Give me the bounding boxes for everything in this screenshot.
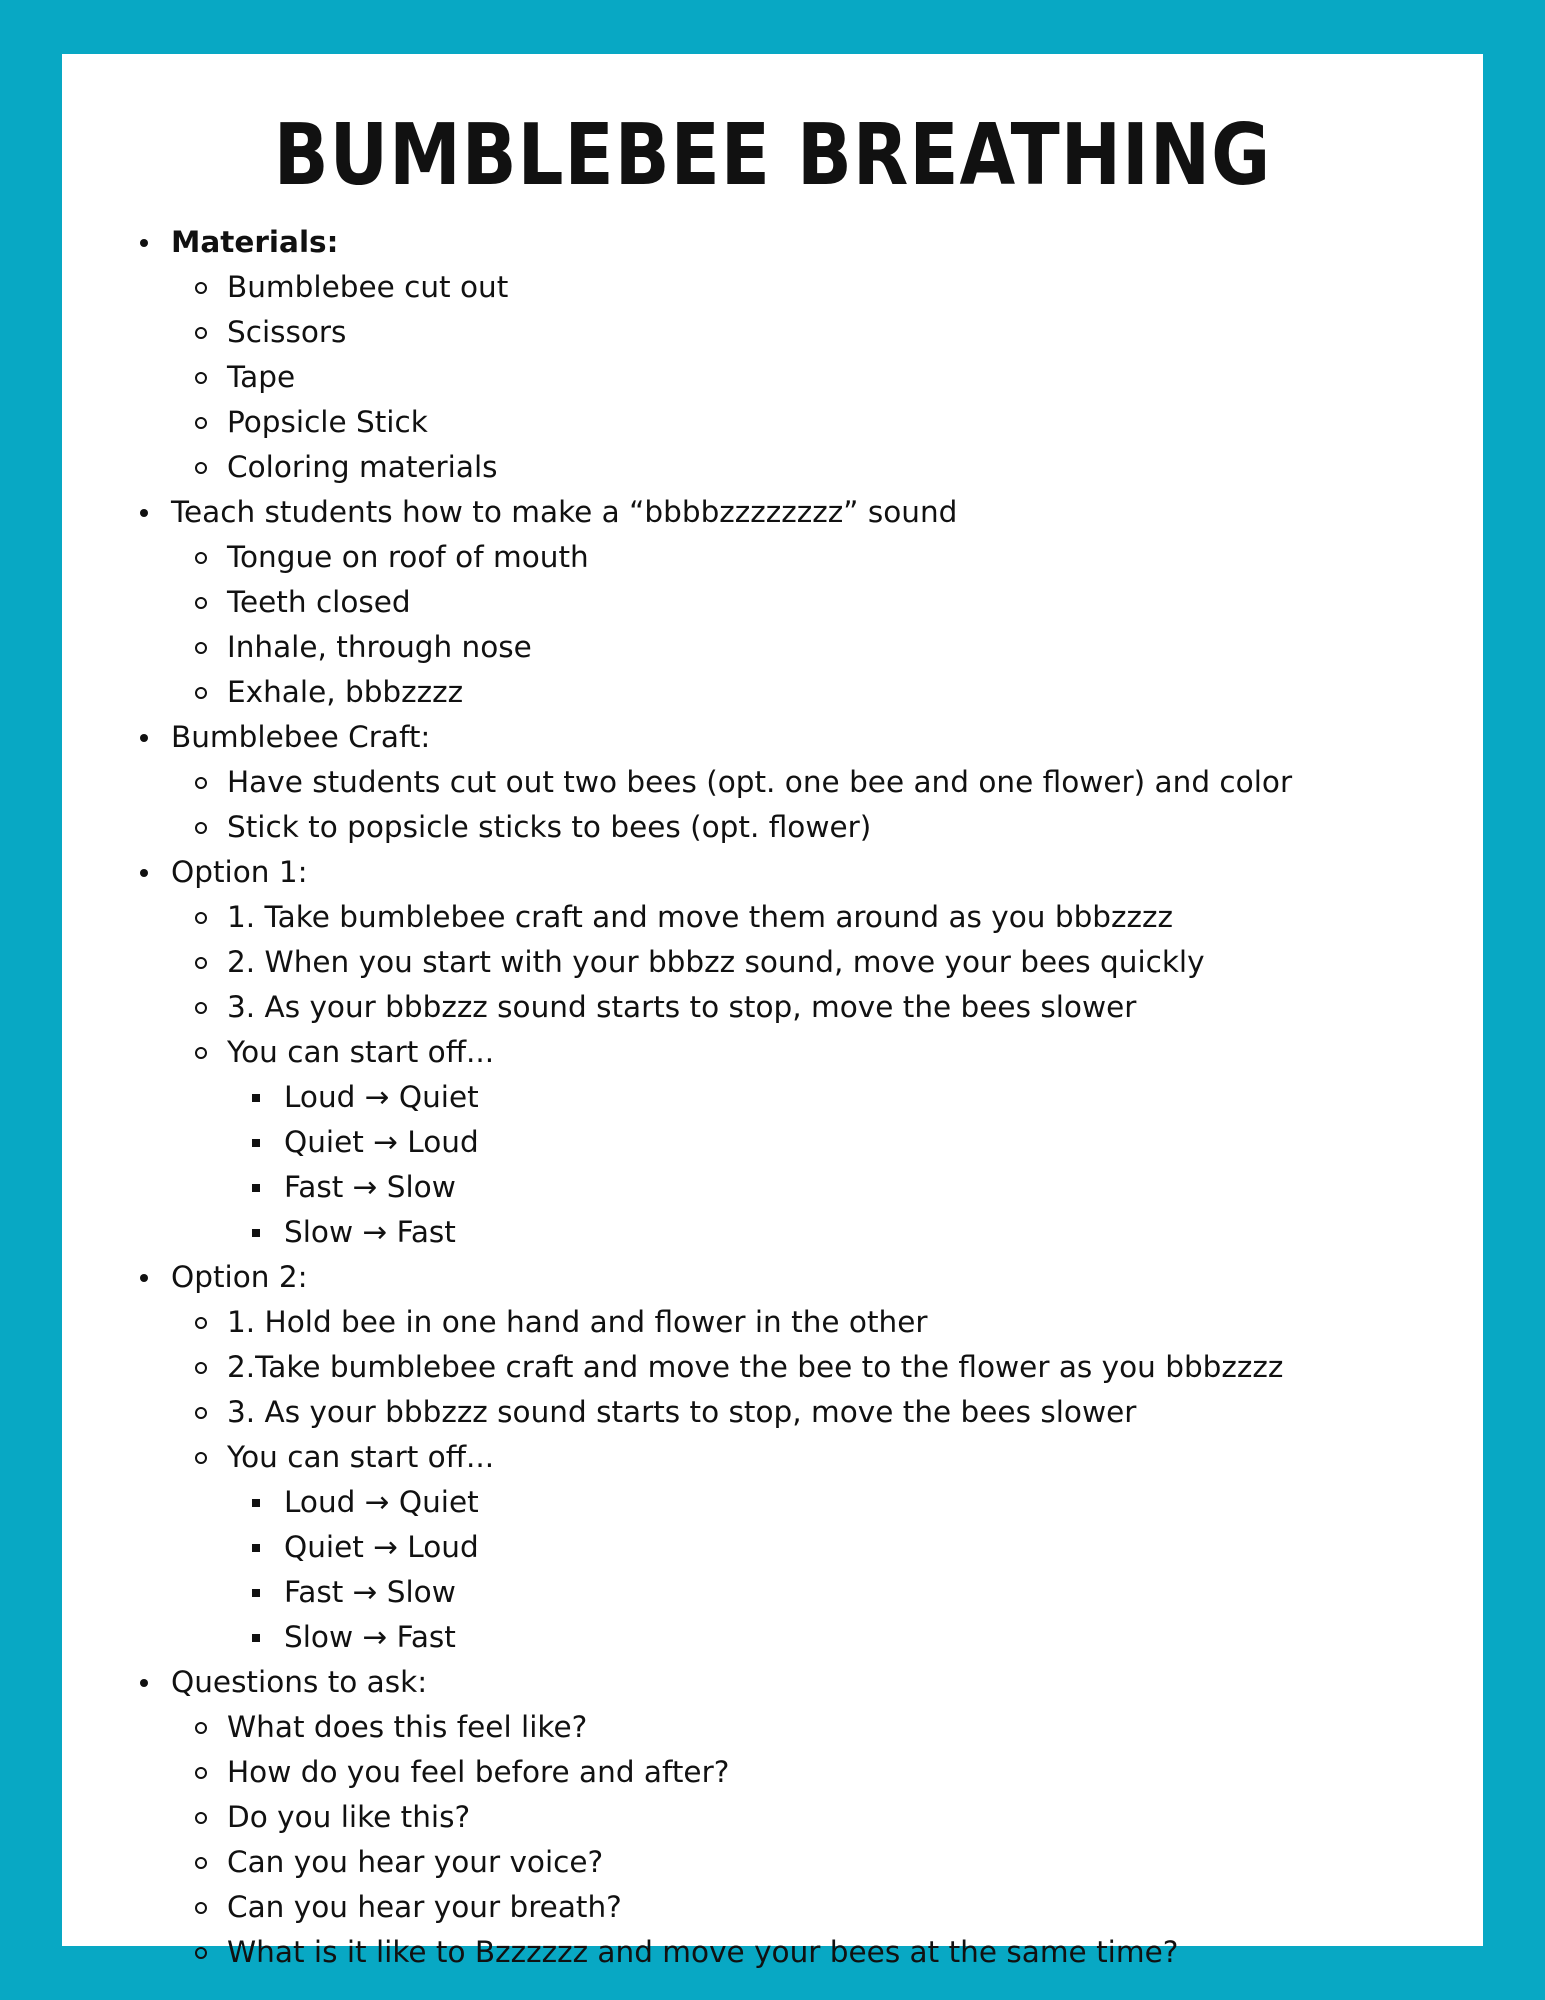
section-heading: Materials:: [171, 225, 339, 259]
list-item-text: 1. Hold bee in one hand and flower in the other: [227, 1305, 928, 1339]
list-item-text: Stick to popsicle sticks to bees (opt. flower): [227, 810, 872, 844]
list-item: [62, 1885, 1483, 1930]
list-subitem-text: Loud → Quiet: [284, 1080, 479, 1114]
list-item-text: Bumblebee cut out: [227, 270, 509, 304]
list-item-text: 1. Take bumblebee craft and move them around as you bbbzzzz: [227, 900, 1173, 934]
section-heading: Option 1:: [171, 855, 308, 889]
list-item-text: Teeth closed: [227, 585, 411, 619]
list-item-teach: [62, 490, 1483, 535]
list-subitem: [62, 1570, 1483, 1615]
list-item: [62, 1345, 1483, 1390]
list-item-text: You can start off...: [227, 1035, 495, 1069]
list-item: [62, 580, 1483, 625]
list-item-materials: [62, 220, 1483, 265]
list-subitem: [62, 1165, 1483, 1210]
list-item: [62, 535, 1483, 580]
list-item: [62, 400, 1483, 445]
list-item-text: What does this feel like?: [227, 1710, 588, 1744]
list-subitem: [62, 1075, 1483, 1120]
list-item: [62, 940, 1483, 985]
list-item-option-2: [62, 1255, 1483, 1300]
list-item: [62, 1435, 1483, 1480]
list-item-text: You can start off...: [227, 1440, 495, 1474]
list-item-craft: [62, 715, 1483, 760]
list-subitem-text: Fast → Slow: [284, 1170, 456, 1204]
list-item-text: Tongue on roof of mouth: [227, 540, 589, 574]
list-item: [62, 895, 1483, 940]
list-subitem-text: Quiet → Loud: [284, 1125, 479, 1159]
list-item: [62, 355, 1483, 400]
list-subitem-text: Loud → Quiet: [284, 1485, 479, 1519]
list-item: [62, 1840, 1483, 1885]
list-item-text: Scissors: [227, 315, 347, 349]
list-item: [62, 265, 1483, 310]
list-item-text: Do you like this?: [227, 1800, 471, 1834]
list-item-text: Tape: [227, 360, 296, 394]
list-item: [62, 1030, 1483, 1075]
list-item-text: Coloring materials: [227, 450, 498, 484]
list-item: [62, 1300, 1483, 1345]
list-subitem-text: Slow → Fast: [284, 1215, 456, 1249]
list-item-option-1: [62, 850, 1483, 895]
list-item-text: Have students cut out two bees (opt. one bee and one flower) and color: [227, 765, 1293, 799]
list-item-text: 3. As your bbbzzz sound starts to stop, move the bees slower: [227, 1395, 1137, 1429]
list-item-text: 2.Take bumblebee craft and move the bee to the flower as you bbbzzzz: [227, 1350, 1284, 1384]
list-item: [62, 760, 1483, 805]
list-subitem: [62, 1210, 1483, 1255]
list-item-text: What is it like to Bzzzzzz and move your bees at the same time?: [227, 1935, 1179, 1969]
list-subitem-text: Slow → Fast: [284, 1620, 456, 1654]
list-item: [62, 625, 1483, 670]
list-item: [62, 670, 1483, 715]
list-item: [62, 1390, 1483, 1435]
list-item: [62, 1750, 1483, 1795]
list-item: [62, 1795, 1483, 1840]
list-item: [62, 985, 1483, 1030]
section-heading: Questions to ask:: [171, 1665, 428, 1699]
instructions-list: [62, 220, 1483, 1975]
list-item: [62, 445, 1483, 490]
list-item-text: How do you feel before and after?: [227, 1755, 730, 1789]
list-item: [62, 805, 1483, 850]
list-subitem: [62, 1525, 1483, 1570]
list-item-text: 3. As your bbbzzz sound starts to stop, move the bees slower: [227, 990, 1137, 1024]
list-subitem: [62, 1615, 1483, 1660]
list-subitem-text: Fast → Slow: [284, 1575, 456, 1609]
list-subitem: [62, 1120, 1483, 1165]
list-item-text: 2. When you start with your bbbzz sound, move your bees quickly: [227, 945, 1205, 979]
list-subitem-text: Quiet → Loud: [284, 1530, 479, 1564]
list-item-text: Can you hear your breath?: [227, 1890, 622, 1924]
list-item-text: Inhale, through nose: [227, 630, 532, 664]
list-item-text: Exhale, bbbzzzz: [227, 675, 464, 709]
list-item: [62, 1705, 1483, 1750]
list-item: [62, 310, 1483, 355]
list-item-text: Popsicle Stick: [227, 405, 428, 439]
list-subitem: [62, 1480, 1483, 1525]
page-title: BUMBLEBEE BREATHING: [273, 104, 1272, 205]
list-item: [62, 1930, 1483, 1975]
list-item-text: Can you hear your voice?: [227, 1845, 604, 1879]
list-item-questions: [62, 1660, 1483, 1705]
section-heading: Teach students how to make a “bbbbzzzzzzzz” sound: [171, 495, 958, 529]
section-heading: Bumblebee Craft:: [171, 720, 431, 754]
worksheet-page: [62, 54, 1483, 1969]
section-heading: Option 2:: [171, 1260, 308, 1294]
